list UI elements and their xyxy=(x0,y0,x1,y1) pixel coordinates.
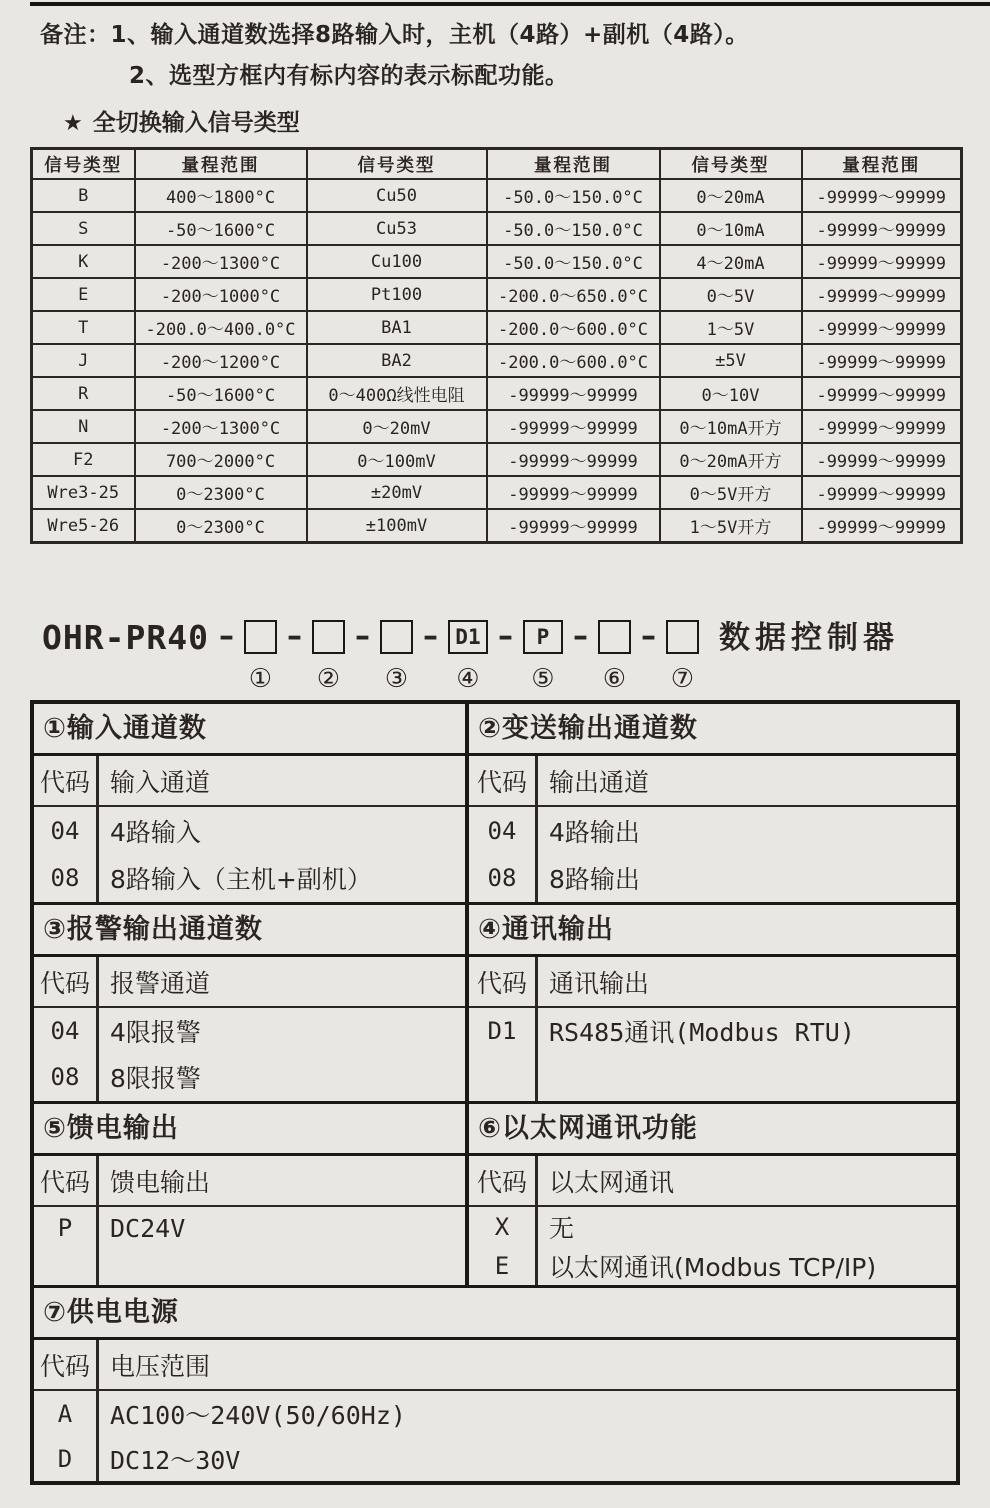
selection-band-2 xyxy=(34,902,956,1101)
order-code-slot-5 xyxy=(523,616,563,692)
signal-cell: -99999～99999 xyxy=(487,443,660,476)
desc-cell: 8路输出 xyxy=(549,865,640,894)
code-header-cell: 代码 xyxy=(476,1167,527,1197)
signal-cell: 0～20mA开方 xyxy=(660,443,802,476)
order-code-separator: – xyxy=(497,619,513,654)
signal-cell: Wre5-26 xyxy=(32,509,135,543)
column-divider xyxy=(96,1156,99,1285)
order-code-slot-number: ④ xyxy=(456,664,480,694)
signal-cell: ±20mV xyxy=(307,476,487,509)
section-title: ②变送输出通道数 xyxy=(469,704,956,756)
signal-cell: 0～10V xyxy=(660,377,802,410)
desc-cell: 以太网通讯(Modbus TCP/IP) xyxy=(549,1252,877,1282)
section-panel-communication-output xyxy=(469,905,956,1101)
signal-cell: -200～1300°C xyxy=(135,410,307,443)
desc-cell: RS485通讯(Modbus RTU) xyxy=(549,1018,855,1047)
signal-cell: 1～5V开方 xyxy=(660,509,802,543)
selection-band-3 xyxy=(34,1101,956,1285)
signal-cell: -99999～99999 xyxy=(487,410,660,443)
signal-cell: S xyxy=(32,212,135,245)
signal-cell: F2 xyxy=(32,443,135,476)
code-cell: 08 xyxy=(50,864,80,892)
signal-header-cell: 信号类型 xyxy=(660,149,802,180)
signal-cell: -50.0～150.0°C xyxy=(487,245,660,278)
list-item xyxy=(469,1207,956,1246)
table-row xyxy=(32,476,962,509)
order-code-slot-number: ⑦ xyxy=(670,664,695,694)
signal-cell: Cu53 xyxy=(307,212,487,245)
order-code-suffix: 数据控制器 xyxy=(718,620,899,656)
note-line-1: 备注：1、输入通道数选择8路输入时，主机（4路）+副机（4路）。 xyxy=(40,22,749,48)
order-code-separator: – xyxy=(286,619,302,654)
order-code-slot-number: ② xyxy=(316,664,341,694)
code-cell: 04 xyxy=(50,817,80,845)
code-header-cell: 代码 xyxy=(39,968,90,998)
signal-cell: 700～2000°C xyxy=(135,443,307,476)
desc-header-cell: 输出通道 xyxy=(549,767,650,797)
column-divider xyxy=(535,957,538,1101)
signal-cell: -200.0～650.0°C xyxy=(487,278,660,311)
signal-cell: 400～1800°C xyxy=(135,179,307,212)
order-code-line xyxy=(42,616,899,692)
signal-cell: B xyxy=(32,179,135,212)
table-row xyxy=(32,509,962,543)
signal-cell: 0～2300°C xyxy=(135,509,307,543)
table-row xyxy=(32,443,962,476)
desc-cell: 8路输入（主机+副机） xyxy=(110,865,372,894)
selection-band-4 xyxy=(34,1285,956,1481)
table-row xyxy=(32,344,962,377)
list-item xyxy=(34,807,465,855)
signal-cell: 1～5V xyxy=(660,311,802,344)
desc-cell: 4路输出 xyxy=(549,818,640,847)
signal-cell: -200～1300°C xyxy=(135,245,307,278)
order-code-slot-box xyxy=(244,620,277,654)
desc-header-cell: 以太网通讯 xyxy=(549,1167,675,1197)
list-item xyxy=(34,1008,465,1054)
list-item xyxy=(469,1246,956,1285)
desc-cell: 无 xyxy=(549,1213,575,1243)
signal-table-title-text: 全切换输入信号类型 xyxy=(92,110,300,136)
signal-cell: -200.0～600.0°C xyxy=(487,311,660,344)
code-cell: 04 xyxy=(50,1017,80,1045)
signal-cell: -50～1600°C xyxy=(135,377,307,410)
section-panel-transmit-output-channels xyxy=(469,704,956,902)
signal-cell: -50.0～150.0°C xyxy=(487,179,660,212)
signal-cell: K xyxy=(32,245,135,278)
signal-cell: -200～1000°C xyxy=(135,278,307,311)
order-code-slot-1 xyxy=(244,616,277,692)
table-row xyxy=(32,410,962,443)
order-code-slot-number: ③ xyxy=(384,664,409,694)
section-panel-power-supply xyxy=(34,1288,956,1481)
signal-cell: -99999～99999 xyxy=(487,509,660,543)
selection-band-1 xyxy=(34,704,956,902)
desc-header-cell: 输入通道 xyxy=(110,767,211,797)
signal-cell: -99999～99999 xyxy=(487,476,660,509)
signal-cell: -99999～99999 xyxy=(802,476,962,509)
section-title: ①输入通道数 xyxy=(34,704,465,756)
code-cell: D xyxy=(57,1444,73,1473)
code-cell: 08 xyxy=(487,864,517,892)
signal-cell: BA1 xyxy=(307,311,487,344)
code-header-cell: 代码 xyxy=(476,767,527,797)
signal-cell: T xyxy=(32,311,135,344)
code-cell: D1 xyxy=(487,1017,517,1045)
top-rule xyxy=(30,2,990,6)
code-cell: 08 xyxy=(50,1063,80,1091)
list-item xyxy=(469,1008,956,1054)
signal-header-row xyxy=(32,149,962,180)
order-code-slot-number: ① xyxy=(248,664,273,694)
signal-cell: -99999～99999 xyxy=(802,245,962,278)
column-divider xyxy=(535,756,538,902)
code-header-cell: 代码 xyxy=(476,968,527,998)
signal-cell: -99999～99999 xyxy=(487,377,660,410)
code-cell: X xyxy=(494,1212,510,1241)
section-title: ⑦供电电源 xyxy=(34,1288,956,1340)
signal-cell: Cu100 xyxy=(307,245,487,278)
order-code-prefix: OHR-PR40 xyxy=(42,618,209,657)
order-code-slot-box: D1 xyxy=(448,620,488,654)
signal-cell: E xyxy=(32,278,135,311)
code-header-cell: 代码 xyxy=(39,1351,90,1381)
order-code-slot-box xyxy=(666,620,699,654)
desc-header-cell: 馈电输出 xyxy=(110,1167,211,1197)
signal-header-cell: 量程范围 xyxy=(135,149,307,180)
section-panel-input-channels xyxy=(34,704,469,902)
signal-cell: N xyxy=(32,410,135,443)
signal-cell: ±5V xyxy=(660,344,802,377)
signal-cell: -50.0～150.0°C xyxy=(487,212,660,245)
code-cell: A xyxy=(57,1399,73,1428)
code-cell: P xyxy=(57,1214,73,1242)
signal-range-table xyxy=(30,147,963,544)
signal-cell: ±100mV xyxy=(307,509,487,543)
desc-cell: DC12～30V xyxy=(110,1445,241,1475)
signal-cell: 0～2300°C xyxy=(135,476,307,509)
order-code-slot-6 xyxy=(598,616,631,692)
signal-cell: Cu50 xyxy=(307,179,487,212)
signal-cell: -99999～99999 xyxy=(802,212,962,245)
signal-header-cell: 量程范围 xyxy=(487,149,660,180)
signal-header-cell: 信号类型 xyxy=(307,149,487,180)
desc-header-cell: 报警通道 xyxy=(110,968,211,998)
order-code-slot-number: ⑤ xyxy=(531,664,555,694)
star-icon: ★ xyxy=(63,111,83,136)
list-item xyxy=(34,1207,465,1249)
order-code-separator: – xyxy=(422,619,438,654)
signal-cell: Pt100 xyxy=(307,278,487,311)
order-code-slot-box xyxy=(312,620,345,654)
order-code-slot-number: ⑥ xyxy=(602,664,627,694)
table-row xyxy=(32,245,962,278)
signal-cell: R xyxy=(32,377,135,410)
desc-cell: 4路输入 xyxy=(110,818,201,847)
list-item xyxy=(34,1391,956,1436)
order-code-separator: – xyxy=(640,619,656,654)
section-title: ④通讯输出 xyxy=(469,905,956,957)
signal-cell: 0～5V xyxy=(660,278,802,311)
column-divider xyxy=(535,1156,538,1285)
signal-cell: -99999～99999 xyxy=(802,410,962,443)
order-code-slot-box: P xyxy=(523,620,563,654)
column-divider xyxy=(96,756,99,902)
order-code-separator: – xyxy=(572,619,588,654)
order-code-slot-box xyxy=(598,620,631,654)
signal-cell: -200.0～600.0°C xyxy=(487,344,660,377)
order-code-separator: – xyxy=(354,619,370,654)
note-line-2: 2、选型方框内有标内容的表示标配功能。 xyxy=(129,63,569,89)
code-cell: 04 xyxy=(487,817,517,845)
section-title: ⑤馈电输出 xyxy=(34,1104,465,1156)
desc-header-cell: 电压范围 xyxy=(110,1351,211,1381)
signal-cell: BA2 xyxy=(307,344,487,377)
signal-cell: -200～1200°C xyxy=(135,344,307,377)
section-panel-feed-power-output xyxy=(34,1104,469,1285)
signal-table-title xyxy=(63,104,300,137)
section-panel-ethernet-communication xyxy=(469,1104,956,1285)
list-item xyxy=(469,855,956,901)
order-code-slot-4 xyxy=(448,616,488,692)
order-code-slot-2 xyxy=(312,616,345,692)
signal-cell: -99999～99999 xyxy=(802,278,962,311)
signal-cell: -99999～99999 xyxy=(802,344,962,377)
signal-cell: 0～400Ω线性电阻 xyxy=(307,377,487,410)
list-item xyxy=(34,855,465,901)
signal-cell: J xyxy=(32,344,135,377)
signal-cell: 0～100mV xyxy=(307,443,487,476)
table-row xyxy=(32,377,962,410)
signal-cell: -99999～99999 xyxy=(802,311,962,344)
list-item xyxy=(469,807,956,855)
signal-cell: 0～20mV xyxy=(307,410,487,443)
signal-header-cell: 信号类型 xyxy=(32,149,135,180)
column-divider xyxy=(96,1340,99,1481)
signal-cell: 0～10mA开方 xyxy=(660,410,802,443)
desc-cell: 4限报警 xyxy=(110,1018,201,1047)
code-header-cell: 代码 xyxy=(39,767,90,797)
desc-cell: AC100～240V(50/60Hz) xyxy=(110,1400,406,1430)
signal-cell: -99999～99999 xyxy=(802,377,962,410)
signal-cell: 0～5V开方 xyxy=(660,476,802,509)
section-panel-alarm-output-channels xyxy=(34,905,469,1101)
table-row xyxy=(32,179,962,212)
order-code-slot-3 xyxy=(380,616,413,692)
signal-cell: 0～10mA xyxy=(660,212,802,245)
section-title: ⑥以太网通讯功能 xyxy=(469,1104,956,1156)
signal-cell: -50～1600°C xyxy=(135,212,307,245)
selection-table xyxy=(30,700,960,1485)
signal-cell: -99999～99999 xyxy=(802,443,962,476)
table-row xyxy=(32,311,962,344)
signal-cell: Wre3-25 xyxy=(32,476,135,509)
signal-cell: 4～20mA xyxy=(660,245,802,278)
desc-cell: DC24V xyxy=(110,1213,186,1243)
table-row xyxy=(32,278,962,311)
column-divider xyxy=(96,957,99,1101)
code-cell: E xyxy=(494,1251,510,1280)
signal-cell: -99999～99999 xyxy=(802,509,962,543)
signal-header-cell: 量程范围 xyxy=(802,149,962,180)
code-header-cell: 代码 xyxy=(39,1167,90,1197)
section-title: ③报警输出通道数 xyxy=(34,905,465,957)
table-row xyxy=(32,212,962,245)
order-code-slot-box xyxy=(380,620,413,654)
signal-cell: -200.0～400.0°C xyxy=(135,311,307,344)
order-code-separator: – xyxy=(218,619,234,654)
desc-cell: 8限报警 xyxy=(110,1064,201,1093)
order-code-slot-7 xyxy=(666,616,699,692)
desc-header-cell: 通讯输出 xyxy=(549,968,650,998)
list-item xyxy=(34,1054,465,1100)
signal-cell: 0～20mA xyxy=(660,179,802,212)
list-item xyxy=(34,1436,956,1481)
signal-cell: -99999～99999 xyxy=(802,179,962,212)
